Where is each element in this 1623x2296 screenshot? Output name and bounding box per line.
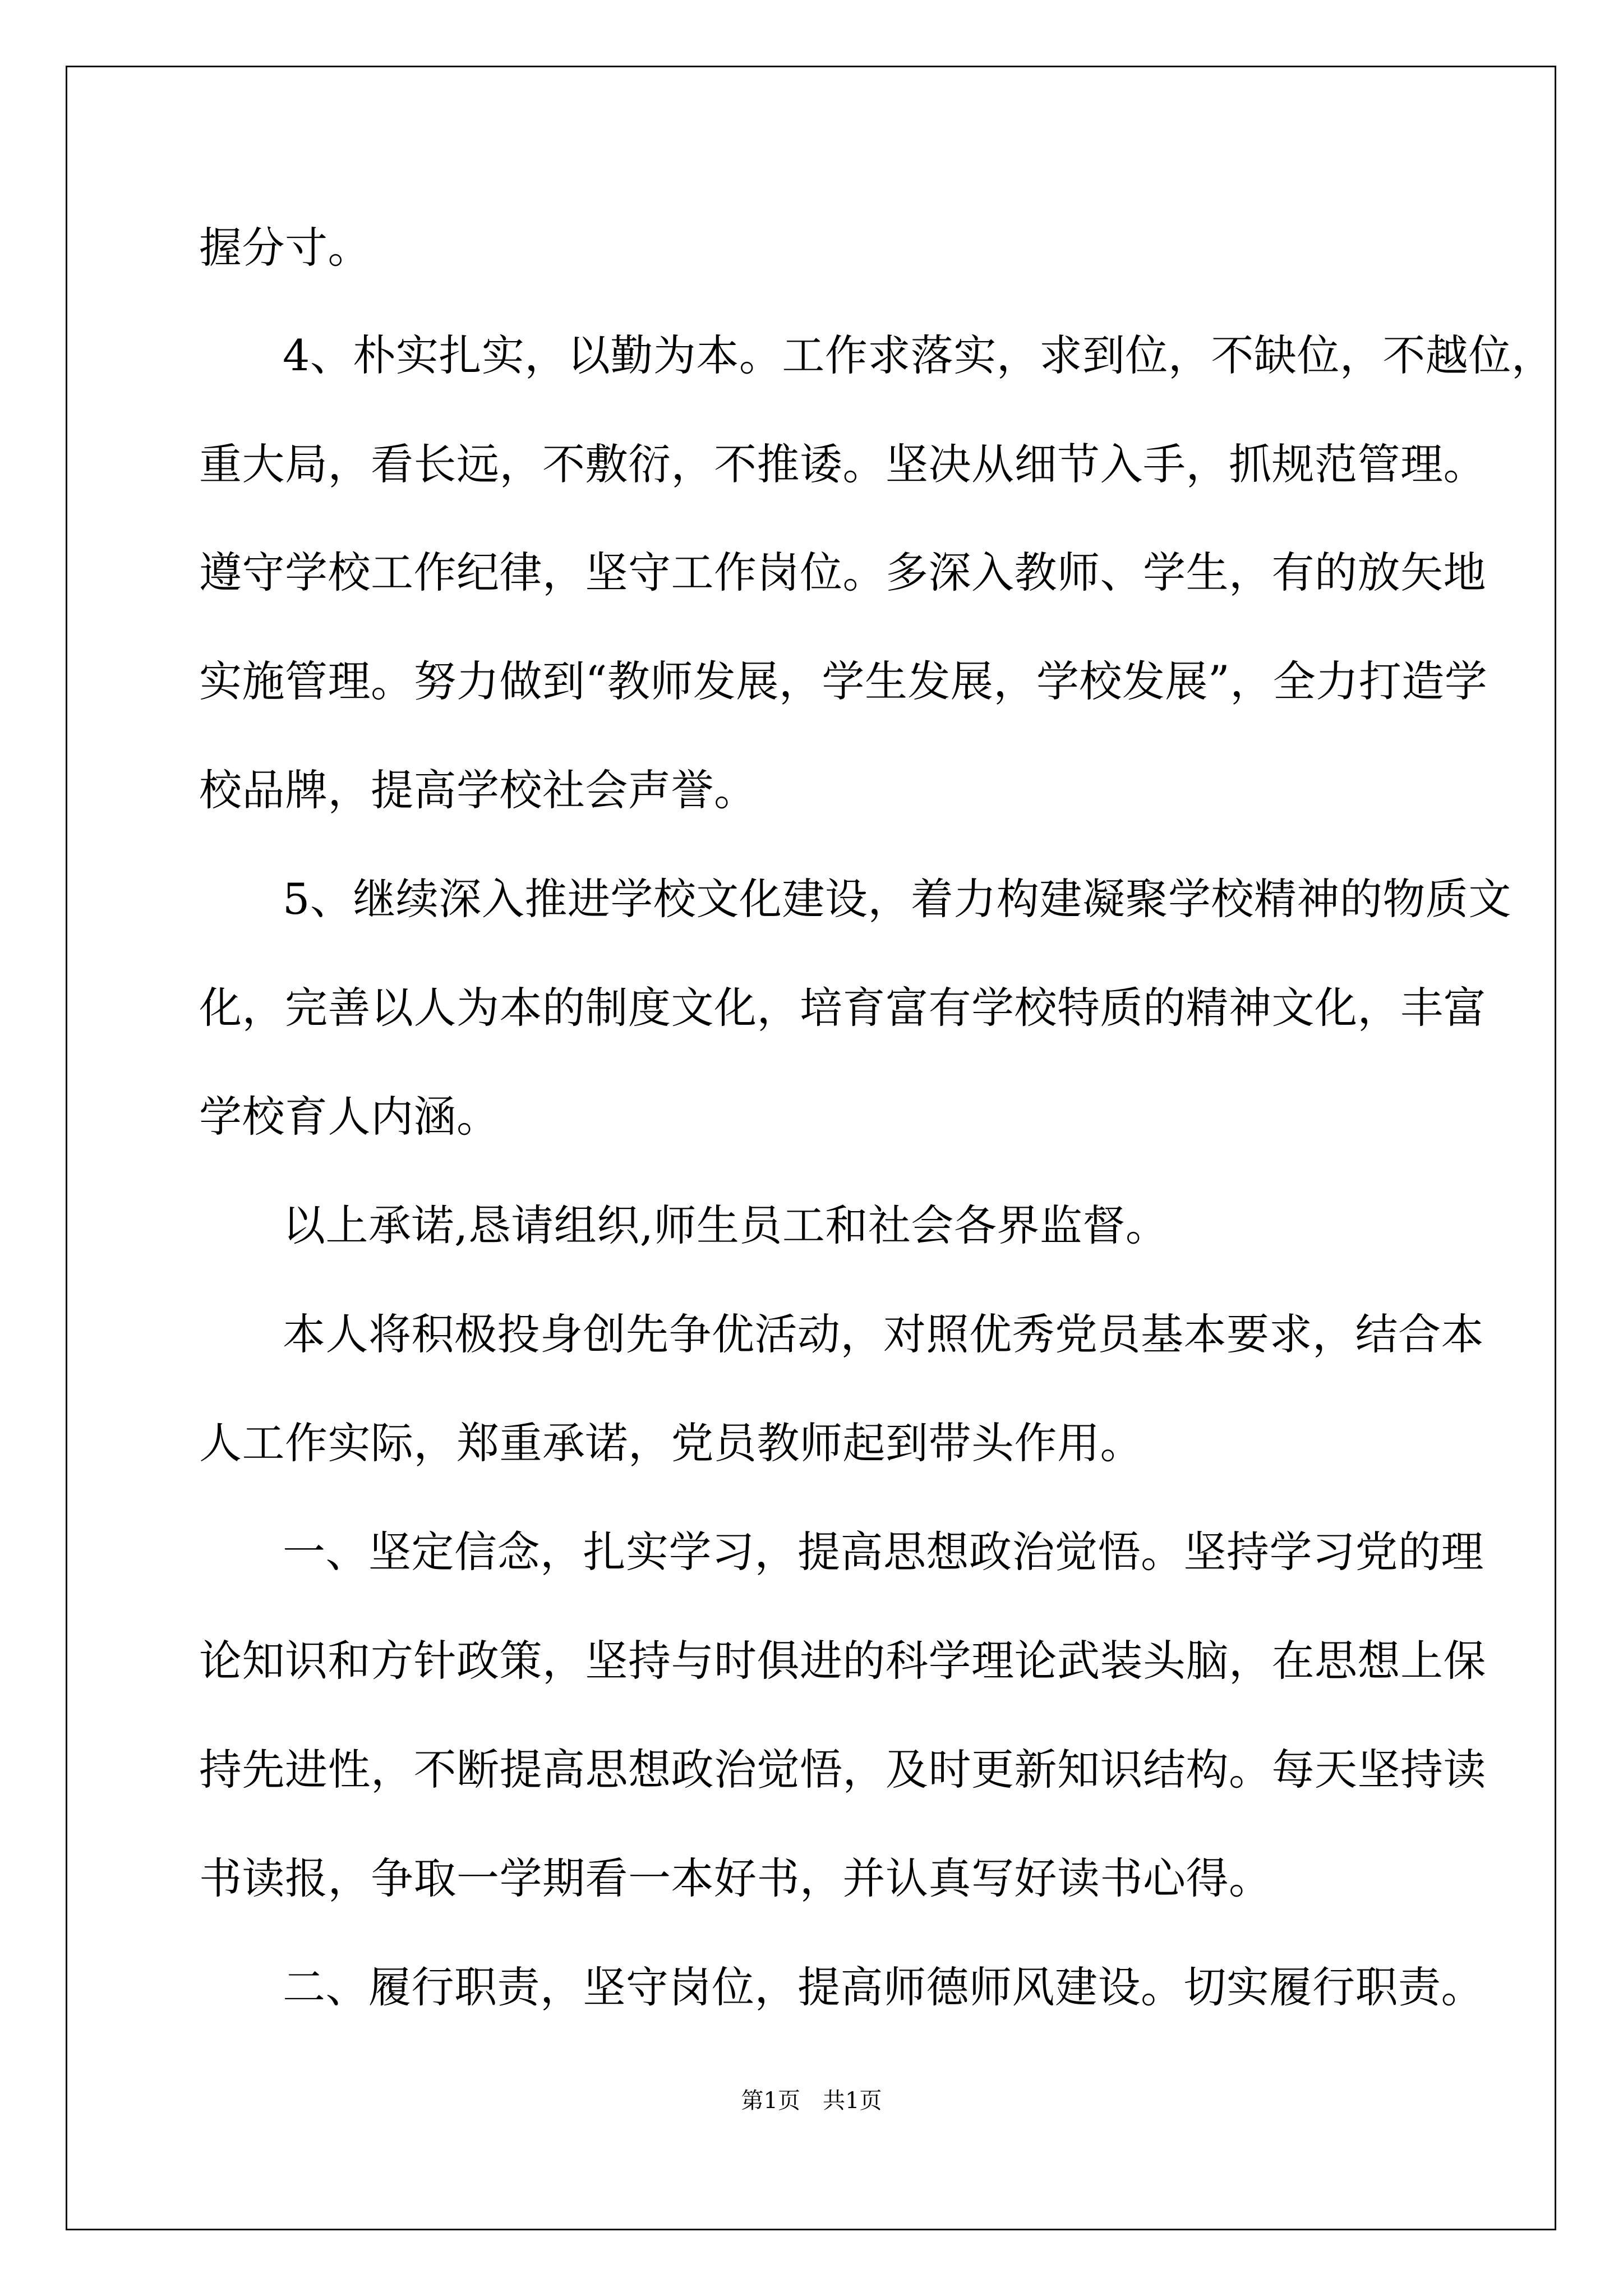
page-number-footer: 第1页 共1页 bbox=[741, 2088, 882, 2114]
paragraph-line: 人工作实际，郑重承诺，党员教师起到带头作用。 bbox=[199, 1418, 1143, 1468]
page-border bbox=[66, 66, 1556, 2230]
paragraph-line: 5、继续深入推进学校文化建设，着力构建凝聚学校精神的物质文 bbox=[283, 874, 1511, 924]
paragraph-line: 书读报，争取一学期看一本好书，并认真写好读书心得。 bbox=[199, 1853, 1272, 1903]
paragraph-line: 遵守学校工作纪律，坚守工作岗位。多深入教师、学生，有的放矢地 bbox=[199, 547, 1486, 597]
paragraph-line: 实施管理。努力做到“教师发展，学生发展，学校发展”，全力打造学 bbox=[199, 656, 1488, 706]
paragraph-line: 论知识和方针政策，坚持与时俱进的科学理论武装头脑，在思想上保 bbox=[199, 1636, 1486, 1686]
paragraph-line: 校品牌，提高学校社会声誉。 bbox=[199, 765, 757, 815]
paragraph-line: 一、坚定信念，扎实学习，提高思想政治觉悟。坚持学习党的理 bbox=[283, 1527, 1484, 1577]
paragraph-line: 本人将积极投身创先争优活动，对照优秀党员基本要求，结合本 bbox=[283, 1309, 1484, 1359]
paragraph-line: 4、朴实扎实，以勤为本。工作求落实，求到位，不缺位，不越位， bbox=[283, 330, 1555, 380]
paragraph-line: 二、履行职责，坚守岗位，提高师德师风建设。切实履行职责。 bbox=[283, 1962, 1484, 2012]
paragraph-line: 握分寸。 bbox=[199, 223, 371, 273]
paragraph-line: 持先进性，不断提高思想政治觉悟，及时更新知识结构。每天坚持读 bbox=[199, 1745, 1486, 1795]
paragraph-line: 以上承诺,恳请组织,师生员工和社会各界监督。 bbox=[283, 1200, 1169, 1250]
paragraph-line: 学校育人内涵。 bbox=[199, 1092, 500, 1142]
paragraph-line: 化，完善以人为本的制度文化，培育富有学校特质的精神文化，丰富 bbox=[199, 983, 1486, 1033]
paragraph-line: 重大局，看长远，不敷衍，不推诿。坚决从细节入手，抓规范管理。 bbox=[199, 439, 1486, 489]
